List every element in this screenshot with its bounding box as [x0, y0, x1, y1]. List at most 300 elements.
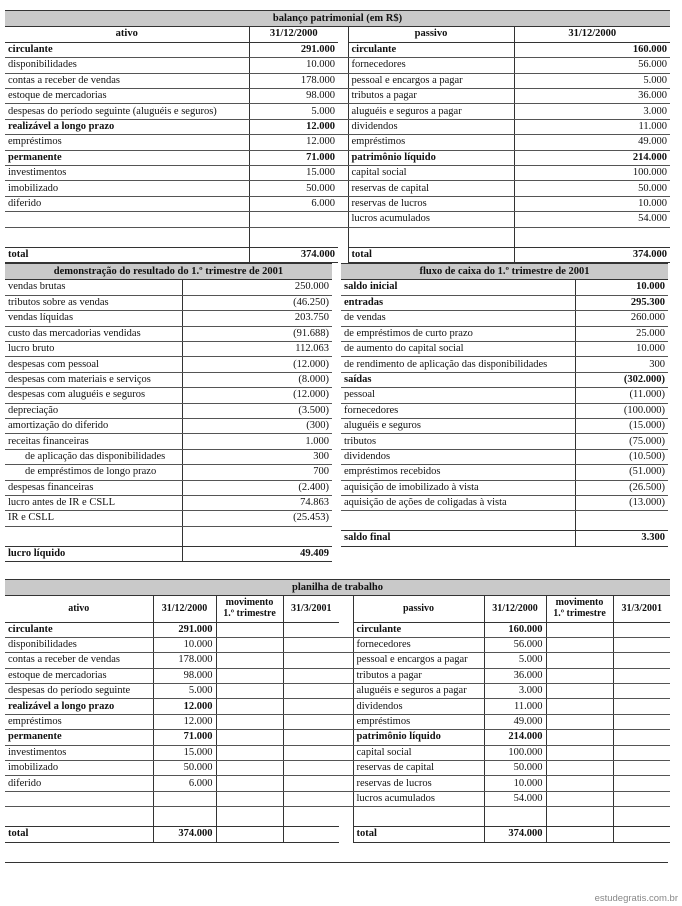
- ativo-movimento-cell: [216, 714, 283, 729]
- ativo-movimento-cell: [216, 791, 283, 806]
- ativo-31-3-cell: [283, 668, 339, 683]
- planilha-de-trabalho: [5, 579, 670, 843]
- final-row: [341, 531, 668, 546]
- row-label: amortização do diferido: [5, 419, 182, 434]
- table-row: [5, 434, 332, 449]
- passivo-label: fornecedores: [353, 637, 484, 652]
- ativo-31-3-cell: [283, 637, 339, 652]
- passivo-31-3-cell: [613, 622, 670, 637]
- row-label: de aumento do capital social: [341, 342, 575, 357]
- row-label: depreciação: [5, 403, 182, 418]
- ativo-31-3-cell: [283, 776, 339, 791]
- table-row: [5, 730, 670, 745]
- demonstracao-resultado: [5, 263, 332, 562]
- fluxo-title: fluxo de caixa do 1.º trimestre de 2001: [341, 263, 668, 280]
- passivo-31-3-cell: [613, 668, 670, 683]
- ativo-value: 12.000: [249, 135, 338, 150]
- ativo-label: [5, 807, 153, 827]
- planilha-passivo-date2: 31/3/2001: [613, 596, 670, 622]
- table-row: [341, 357, 668, 372]
- row-value: 112.063: [182, 342, 332, 357]
- ativo-total-value: 374.000: [153, 827, 216, 842]
- table-row: [341, 419, 668, 434]
- passivo-label: aluguéis e seguros a pagar: [348, 104, 514, 119]
- table-row: [341, 372, 668, 387]
- ativo-value: 12.000: [153, 714, 216, 729]
- ativo-31-3-cell: [283, 699, 339, 714]
- final-label: saldo final: [341, 531, 575, 546]
- ativo-movimento-cell: [216, 684, 283, 699]
- ativo-label: estoque de mercadorias: [5, 89, 249, 104]
- ativo-total-label: total: [5, 827, 153, 842]
- table-row: [5, 653, 670, 668]
- ativo-total-value: 374.000: [249, 247, 338, 262]
- ativo-label: investimentos: [5, 166, 249, 181]
- passivo-label: lucros acumulados: [348, 212, 514, 227]
- passivo-31-3-cell: [613, 714, 670, 729]
- spacer: [339, 761, 353, 776]
- passivo-label: lucros acumulados: [353, 791, 484, 806]
- row-label: pessoal: [341, 388, 575, 403]
- spacer: [338, 135, 348, 150]
- table-row: [5, 212, 670, 227]
- row-value: 74.863: [182, 495, 332, 510]
- table-row: [5, 42, 670, 57]
- row-label: [341, 511, 575, 531]
- passivo-label: aluguéis e seguros a pagar: [353, 684, 484, 699]
- passivo-value: 5.000: [514, 73, 670, 88]
- passivo-31-3-cell: [613, 730, 670, 745]
- balanco-title: balanço patrimonial (em R$): [5, 10, 670, 27]
- ativo-31-3-cell: [283, 684, 339, 699]
- table-row: [5, 449, 332, 464]
- table-row: [5, 150, 670, 165]
- passivo-label: reservas de lucros: [348, 196, 514, 211]
- table-row: [5, 714, 670, 729]
- passivo-label: tributos a pagar: [353, 668, 484, 683]
- table-row: [5, 699, 670, 714]
- passivo-label: [353, 807, 484, 827]
- passivo-31-3-cell: [613, 807, 670, 827]
- ativo-value: 50.000: [249, 181, 338, 196]
- table-row: [341, 403, 668, 418]
- row-label: lucro bruto: [5, 342, 182, 357]
- ativo-value: [153, 791, 216, 806]
- planilha-ativo-header: ativo: [5, 596, 153, 622]
- spacer: [338, 89, 348, 104]
- planilha-title: planilha de trabalho: [5, 579, 670, 596]
- ativo-value: [153, 807, 216, 827]
- ativo-value: 15.000: [249, 166, 338, 181]
- ativo-label: empréstimos: [5, 714, 153, 729]
- spacer: [338, 247, 348, 262]
- passivo-value: 50.000: [484, 761, 546, 776]
- table-row: [5, 403, 332, 418]
- table-row: [5, 227, 670, 247]
- row-label: aquisição de imobilizado à vista: [341, 480, 575, 495]
- ativo-value: 5.000: [153, 684, 216, 699]
- row-label: aquisição de ações de coligadas à vista: [341, 495, 575, 510]
- ativo-movimento-cell: [216, 761, 283, 776]
- spacer: [338, 196, 348, 211]
- row-value: (302.000): [575, 372, 668, 387]
- spacer: [338, 42, 348, 57]
- table-row: [5, 388, 332, 403]
- row-label: de rendimento de aplicação das disponibilidades: [341, 357, 575, 372]
- row-label: de vendas: [341, 311, 575, 326]
- total-row: [5, 827, 670, 842]
- passivo-total-value: 374.000: [484, 827, 546, 842]
- ativo-31-3-cell: [283, 622, 339, 637]
- row-value: (12.000): [182, 388, 332, 403]
- ativo-label: permanente: [5, 730, 153, 745]
- row-value: [182, 526, 332, 546]
- passivo-value: 11.000: [514, 119, 670, 134]
- planilha-passivo-mov: movimento 1.º trimestre: [546, 596, 613, 622]
- passivo-label: dividendos: [348, 119, 514, 134]
- ativo-value: 71.000: [153, 730, 216, 745]
- row-label: despesas financeiras: [5, 480, 182, 495]
- passivo-label: pessoal e encargos a pagar: [353, 653, 484, 668]
- passivo-value: 54.000: [514, 212, 670, 227]
- ativo-value: 178.000: [153, 653, 216, 668]
- row-value: 295.300: [575, 295, 668, 310]
- ativo-31-3-cell: [283, 714, 339, 729]
- row-value: (10.500): [575, 449, 668, 464]
- passivo-value: 5.000: [484, 653, 546, 668]
- ativo-label: despesas do período seguinte: [5, 684, 153, 699]
- table-row: [5, 342, 332, 357]
- table-row: [5, 326, 332, 341]
- passivo-label: circulante: [353, 622, 484, 637]
- ativo-movimento-cell: [216, 745, 283, 760]
- ativo-total-label: total: [5, 247, 249, 262]
- ativo-label: diferido: [5, 776, 153, 791]
- table-row: [5, 761, 670, 776]
- passivo-movimento-cell: [546, 622, 613, 637]
- table-row: [5, 119, 670, 134]
- row-value: 260.000: [575, 311, 668, 326]
- ativo-label: circulante: [5, 622, 153, 637]
- row-value: (91.688): [182, 326, 332, 341]
- passivo-total-label: total: [348, 247, 514, 262]
- row-label: IR e CSLL: [5, 511, 182, 526]
- table-row: [5, 295, 332, 310]
- passivo-value: 56.000: [484, 637, 546, 652]
- ativo-label: investimentos: [5, 745, 153, 760]
- ativo-value: 178.000: [249, 73, 338, 88]
- table-row: [5, 622, 670, 637]
- ativo-value: 10.000: [249, 58, 338, 73]
- ativo-value: 6.000: [153, 776, 216, 791]
- planilha-ativo-mov: movimento 1.º trimestre: [216, 596, 283, 622]
- spacer: [338, 150, 348, 165]
- passivo-date-header: 31/12/2000: [514, 27, 670, 42]
- ativo-movimento-cell: [216, 730, 283, 745]
- passivo-movimento-cell: [546, 730, 613, 745]
- ativo-label: imobilizado: [5, 181, 249, 196]
- ativo-31-3-cell: [283, 730, 339, 745]
- row-label: despesas com materiais e serviços: [5, 372, 182, 387]
- spacer: [339, 637, 353, 652]
- ativo-label: realizável a longo prazo: [5, 119, 249, 134]
- ativo-movimento-cell: [216, 668, 283, 683]
- ativo-label: [5, 212, 249, 227]
- ativo-label: contas a receber de vendas: [5, 653, 153, 668]
- table-row: [341, 326, 668, 341]
- spacer: [338, 73, 348, 88]
- row-value: (13.000): [575, 495, 668, 510]
- passivo-movimento-total: [546, 827, 613, 842]
- passivo-31-3-cell: [613, 653, 670, 668]
- ativo-movimento-cell: [216, 637, 283, 652]
- table-row: [5, 419, 332, 434]
- table-row: [341, 342, 668, 357]
- total-row: [5, 247, 670, 262]
- ativo-value: [249, 227, 338, 247]
- table-row: [5, 280, 332, 295]
- spacer: [339, 730, 353, 745]
- table-row: [5, 684, 670, 699]
- passivo-31-3-cell: [613, 776, 670, 791]
- row-value: 700: [182, 465, 332, 480]
- row-value: (12.000): [182, 357, 332, 372]
- passivo-value: 10.000: [514, 196, 670, 211]
- passivo-label: empréstimos: [353, 714, 484, 729]
- ativo-value: 50.000: [153, 761, 216, 776]
- final-value: 3.300: [575, 531, 668, 546]
- spacer: [339, 714, 353, 729]
- planilha-passivo-header: passivo: [353, 596, 484, 622]
- row-label: de empréstimos de curto prazo: [341, 326, 575, 341]
- spacer: [339, 827, 353, 842]
- spacer: [338, 166, 348, 181]
- row-value: (51.000): [575, 465, 668, 480]
- ativo-label: empréstimos: [5, 135, 249, 150]
- passivo-label: dividendos: [353, 699, 484, 714]
- ativo-31-3-cell: [283, 761, 339, 776]
- passivo-31-3-cell: [613, 745, 670, 760]
- final-row: [5, 546, 332, 561]
- row-label: despesas com pessoal: [5, 357, 182, 372]
- table-row: [5, 372, 332, 387]
- table-row: [341, 434, 668, 449]
- ativo-header: ativo: [5, 27, 249, 42]
- table-row: [341, 480, 668, 495]
- row-value: (2.400): [182, 480, 332, 495]
- spacer: [339, 699, 353, 714]
- row-label: saldo inicial: [341, 280, 575, 295]
- row-label: [5, 526, 182, 546]
- ativo-movimento-total: [216, 827, 283, 842]
- row-value: 25.000: [575, 326, 668, 341]
- passivo-total-label: total: [353, 827, 484, 842]
- row-value: 300: [575, 357, 668, 372]
- passivo-value: 214.000: [514, 150, 670, 165]
- table-row: [5, 465, 332, 480]
- passivo-31-3-cell: [613, 791, 670, 806]
- passivo-value: 49.000: [514, 135, 670, 150]
- final-value: 49.409: [182, 546, 332, 561]
- spacer: [338, 119, 348, 134]
- passivo-total-value: 374.000: [514, 247, 670, 262]
- passivo-value: 54.000: [484, 791, 546, 806]
- row-label: de aplicação das disponibilidades: [5, 449, 182, 464]
- row-value: 250.000: [182, 280, 332, 295]
- passivo-value: 11.000: [484, 699, 546, 714]
- ativo-label: estoque de mercadorias: [5, 668, 153, 683]
- table-row: [5, 526, 332, 546]
- row-label: despesas com aluguéis e seguros: [5, 388, 182, 403]
- ativo-31-3-cell: [283, 653, 339, 668]
- spacer: [339, 776, 353, 791]
- passivo-movimento-cell: [546, 714, 613, 729]
- passivo-label: patrimônio líquido: [348, 150, 514, 165]
- row-label: vendas líquidas: [5, 311, 182, 326]
- row-label: custo das mercadorias vendidas: [5, 326, 182, 341]
- row-label: vendas brutas: [5, 280, 182, 295]
- passivo-value: 100.000: [514, 166, 670, 181]
- table-row: [5, 637, 670, 652]
- spacer: [338, 181, 348, 196]
- passivo-value: 36.000: [514, 89, 670, 104]
- passivo-value: 160.000: [514, 42, 670, 57]
- ativo-date-header: 31/12/2000: [249, 27, 338, 42]
- passivo-value: [484, 807, 546, 827]
- table-row: [5, 791, 670, 806]
- passivo-movimento-cell: [546, 745, 613, 760]
- table-row: [341, 295, 668, 310]
- row-label: entradas: [341, 295, 575, 310]
- passivo-movimento-cell: [546, 776, 613, 791]
- row-label: dividendos: [341, 449, 575, 464]
- row-label: aluguéis e seguros: [341, 419, 575, 434]
- passivo-label: fornecedores: [348, 58, 514, 73]
- fluxo-table: [341, 280, 668, 547]
- passivo-movimento-cell: [546, 699, 613, 714]
- passivo-value: 10.000: [484, 776, 546, 791]
- ativo-label: contas a receber de vendas: [5, 73, 249, 88]
- row-value: 300: [182, 449, 332, 464]
- passivo-movimento-cell: [546, 653, 613, 668]
- passivo-value: 160.000: [484, 622, 546, 637]
- spacer: [339, 668, 353, 683]
- spacer: [339, 791, 353, 806]
- ativo-label: permanente: [5, 150, 249, 165]
- row-value: 1.000: [182, 434, 332, 449]
- passivo-value: 3.000: [484, 684, 546, 699]
- ativo-31-3-cell: [283, 807, 339, 827]
- ativo-value: 98.000: [153, 668, 216, 683]
- passivo-label: reservas de capital: [348, 181, 514, 196]
- row-label: receitas financeiras: [5, 434, 182, 449]
- row-value: (15.000): [575, 419, 668, 434]
- spacer: [339, 622, 353, 637]
- ativo-31-3-cell: [283, 745, 339, 760]
- ativo-value: 5.000: [249, 104, 338, 119]
- table-row: [5, 357, 332, 372]
- passivo-movimento-cell: [546, 637, 613, 652]
- table-row: [5, 181, 670, 196]
- passivo-label: pessoal e encargos a pagar: [348, 73, 514, 88]
- passivo-value: [514, 227, 670, 247]
- passivo-movimento-cell: [546, 807, 613, 827]
- passivo-label: reservas de capital: [353, 761, 484, 776]
- passivo-value: 36.000: [484, 668, 546, 683]
- row-value: (100.000): [575, 403, 668, 418]
- row-value: (3.500): [182, 403, 332, 418]
- spacer: [338, 58, 348, 73]
- ativo-movimento-cell: [216, 653, 283, 668]
- table-row: [5, 135, 670, 150]
- row-value: (25.453): [182, 511, 332, 526]
- table-row: [5, 89, 670, 104]
- ativo-movimento-cell: [216, 807, 283, 827]
- ativo-value: 15.000: [153, 745, 216, 760]
- table-row: [341, 388, 668, 403]
- passivo-value: 3.000: [514, 104, 670, 119]
- ativo-value: 6.000: [249, 196, 338, 211]
- ativo-label: [5, 227, 249, 247]
- passivo-movimento-cell: [546, 668, 613, 683]
- ativo-label: imobilizado: [5, 761, 153, 776]
- ativo-31-3-cell: [283, 791, 339, 806]
- passivo-label: [348, 227, 514, 247]
- passivo-label: capital social: [348, 166, 514, 181]
- ativo-label: [5, 791, 153, 806]
- row-value: (8.000): [182, 372, 332, 387]
- table-row: [5, 745, 670, 760]
- balanco-table: [5, 27, 670, 263]
- passivo-movimento-cell: [546, 684, 613, 699]
- spacer: [339, 684, 353, 699]
- spacer: [339, 745, 353, 760]
- passivo-31-3-cell: [613, 761, 670, 776]
- row-value: (46.250): [182, 295, 332, 310]
- fluxo-de-caixa: [341, 263, 668, 547]
- ativo-label: disponibilidades: [5, 637, 153, 652]
- row-value: (26.500): [575, 480, 668, 495]
- passivo-label: circulante: [348, 42, 514, 57]
- passivo-value: 56.000: [514, 58, 670, 73]
- ativo-value: 291.000: [153, 622, 216, 637]
- row-value: [575, 511, 668, 531]
- ativo-value: [249, 212, 338, 227]
- passivo-31-3-cell: [613, 684, 670, 699]
- passivo-value: 50.000: [514, 181, 670, 196]
- spacer: [338, 212, 348, 227]
- table-row: [5, 807, 670, 827]
- table-row: [341, 465, 668, 480]
- final-label: lucro líquido: [5, 546, 182, 561]
- passivo-header: passivo: [348, 27, 514, 42]
- table-row: [5, 104, 670, 119]
- ativo-label: disponibilidades: [5, 58, 249, 73]
- row-label: tributos: [341, 434, 575, 449]
- passivo-label: patrimônio líquido: [353, 730, 484, 745]
- passivo-movimento-cell: [546, 761, 613, 776]
- table-row: [5, 166, 670, 181]
- table-row: [341, 511, 668, 531]
- table-row: [341, 495, 668, 510]
- row-value: 203.750: [182, 311, 332, 326]
- row-label: saídas: [341, 372, 575, 387]
- ativo-label: circulante: [5, 42, 249, 57]
- passivo-label: tributos a pagar: [348, 89, 514, 104]
- table-row: [5, 480, 332, 495]
- passivo-31-3-cell: [613, 637, 670, 652]
- passivo-label: capital social: [353, 745, 484, 760]
